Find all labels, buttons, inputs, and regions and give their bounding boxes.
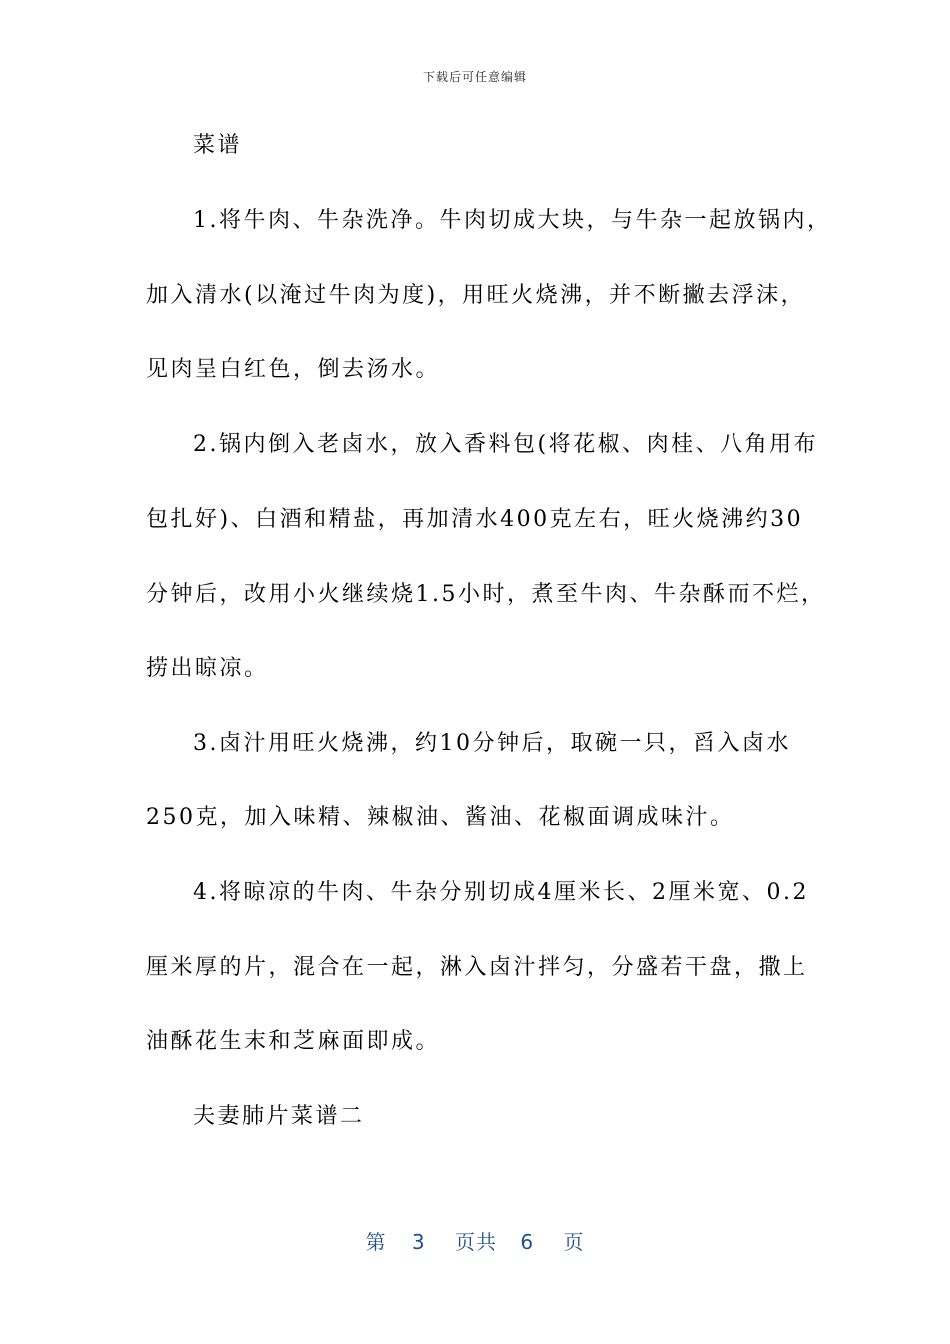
paragraph-line: 厘米厚的片，混合在一起，淋入卤汁拌匀，分盛若干盘，撒上 [146,955,808,980]
section-heading: 菜谱 [193,133,243,158]
paragraph-line: 250克，加入味精、辣椒油、酱油、花椒面调成味汁。 [146,805,735,830]
header-note: 下载后可任意编辑 [422,70,527,84]
paragraph-line: 2.锅内倒入老卤水，放入香料包(将花椒、肉桂、八角用布 [193,432,819,457]
paragraph-line: 3.卤汁用旺火烧沸，约10分钟后，取碗一只，舀入卤水 [193,731,791,756]
page-label-middle: 页共 [455,1230,497,1254]
paragraph-line: 4.将晾凉的牛肉、牛杂分别切成4厘米长、2厘米宽、0.2 [193,880,809,905]
page-number-footer [0,1226,950,1255]
current-page-number: 3 [411,1230,426,1254]
paragraph-line: 分钟后，改用小火继续烧1.5小时，煮至牛肉、牛杂酥而不烂， [146,582,826,607]
paragraph-line: 包扎好)、白酒和精盐，再加清水400克左右，旺火烧沸约30 [146,507,804,532]
paragraph-line: 捞出晾凉。 [146,656,269,681]
page-label-prefix: 第 [365,1230,387,1254]
paragraph-line: 加入清水(以淹过牛肉为度)，用旺火烧沸，并不断撇去浮沫， [146,283,806,308]
paragraph-line: 见肉呈白红色，倒去汤水。 [146,357,441,382]
page-label-suffix: 页 [563,1230,585,1254]
paragraph-line: 油酥花生末和芝麻面即成。 [146,1029,441,1054]
total-pages-number: 6 [520,1230,535,1254]
section-heading: 夫妻肺片菜谱二 [193,1104,365,1129]
paragraph-line: 1.将牛肉、牛杂洗净。牛肉切成大块，与牛杂一起放锅内， [193,208,832,233]
